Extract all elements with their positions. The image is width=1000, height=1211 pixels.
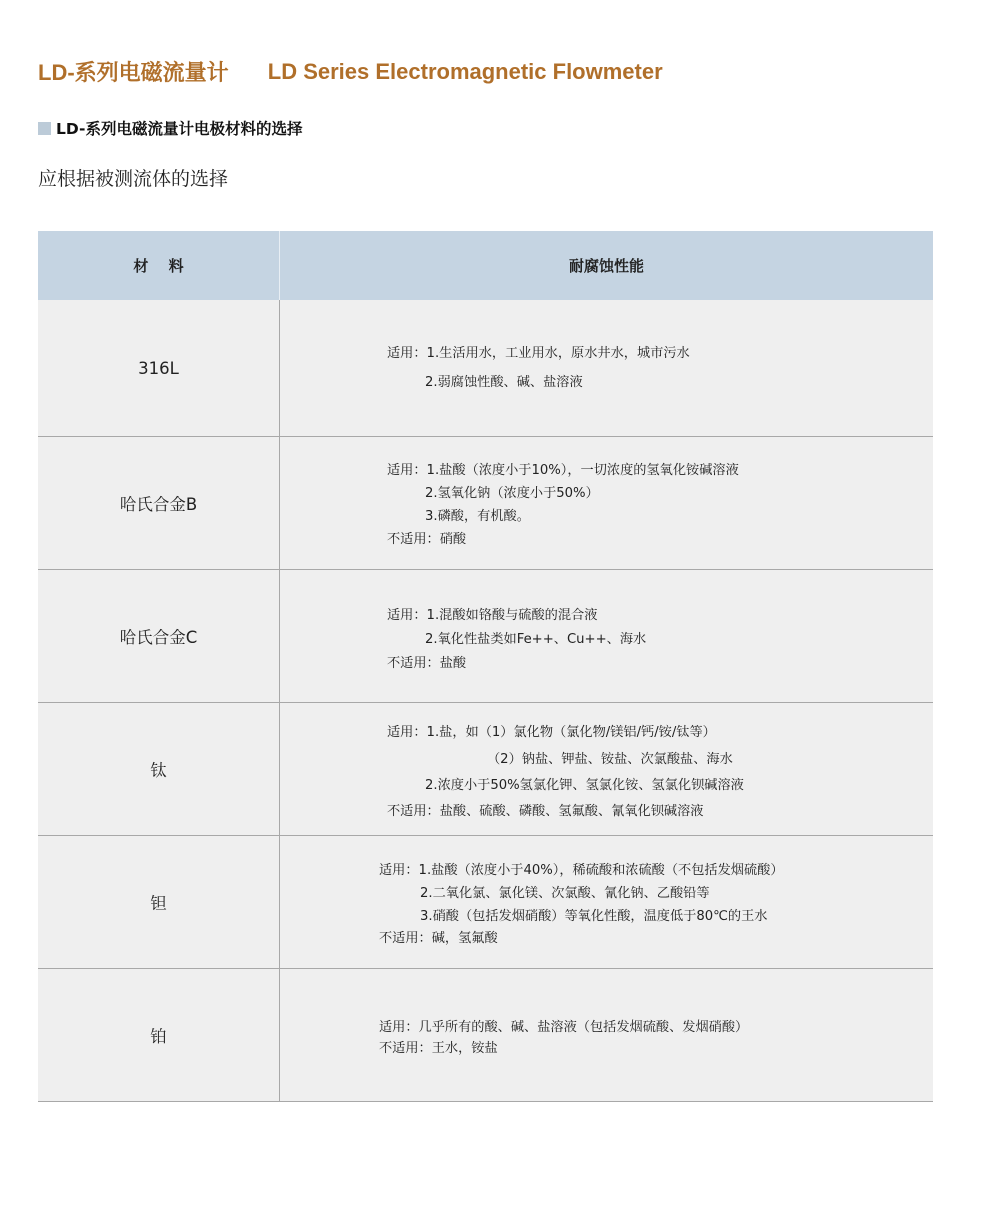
performance-cell (280, 969, 933, 1101)
performance-line: 适用：1.混酸如铬酸与硫酸的混合液 (387, 608, 598, 623)
performance-line: 2.二氧化氯、氯化镁、次氯酸、氰化钠、乙酸铅等 (420, 886, 710, 901)
performance-line: 不适用：硝酸 (387, 532, 467, 547)
performance-cell (280, 703, 933, 835)
performance-line: 3.硝酸（包括发烟硝酸）等氧化性酸，温度低于80℃的王水 (420, 909, 768, 924)
performance-line: 3.磷酸，有机酸。 (425, 509, 530, 524)
table-row (38, 969, 933, 1102)
performance-line: 2.氢氧化钠（浓度小于50%） (425, 486, 599, 501)
performance-cell (280, 437, 933, 569)
material-cell: 316L (38, 300, 280, 436)
electrode-material-table (38, 231, 933, 1102)
material-cell: 哈氏合金C (38, 570, 280, 702)
performance-line: 不适用：盐酸 (387, 656, 467, 671)
performance-line: （2）钠盐、钾盐、铵盐、次氯酸盐、海水 (487, 752, 733, 767)
header-performance: 耐腐蚀性能 (568, 257, 644, 275)
section-title: LD-系列电磁流量计电极材料的选择 (56, 120, 303, 138)
title-english: LD Series Electromagnetic Flowmeter (267, 58, 663, 84)
performance-line: 适用：几乎所有的酸、碱、盐溶液（包括发烟硫酸、发烟硝酸） (379, 1020, 749, 1035)
intro-text: 应根据被测流体的选择 (38, 168, 229, 190)
performance-line: 适用：1.盐，如（1）氯化物（氯化物/镁铝/钙/铵/钛等） (387, 725, 716, 740)
section-heading (38, 117, 302, 139)
square-bullet-icon (38, 122, 51, 135)
performance-line: 适用：1.盐酸（浓度小于10%），一切浓度的氢氧化铵碱溶液 (387, 463, 739, 478)
table-row (38, 836, 933, 969)
table-header (38, 231, 933, 300)
performance-line: 不适用：王水，铵盐 (379, 1041, 498, 1056)
performance-line: 2.弱腐蚀性酸、碱、盐溶液 (425, 375, 583, 390)
title-chinese: LD-系列电磁流量计 (38, 60, 229, 85)
performance-line: 适用：1.盐酸（浓度小于40%），稀硫酸和浓硫酸（不包括发烟硫酸） (379, 863, 784, 878)
performance-cell (280, 570, 933, 702)
material-cell: 钛 (38, 703, 280, 835)
header-material: 材 料 (38, 231, 280, 300)
page-title (38, 56, 663, 88)
performance-line: 适用：1.生活用水，工业用水，原水井水，城市污水 (387, 346, 690, 361)
table-row (38, 703, 933, 836)
performance-cell (280, 300, 933, 436)
material-cell: 铂 (38, 969, 280, 1101)
material-cell: 哈氏合金B (38, 437, 280, 569)
performance-line: 2.氧化性盐类如Fe++、Cu++、海水 (425, 632, 647, 647)
performance-line: 不适用：盐酸、硫酸、磷酸、氢氟酸、氰氧化钡碱溶液 (387, 804, 704, 819)
material-cell: 钽 (38, 836, 280, 968)
table-row (38, 300, 933, 437)
performance-cell (280, 836, 933, 968)
performance-line: 不适用：碱，氢氟酸 (379, 931, 498, 946)
table-row (38, 437, 933, 570)
table-row (38, 570, 933, 703)
performance-line: 2.浓度小于50%氢氯化钾、氢氯化铵、氢氯化钡碱溶液 (425, 778, 744, 793)
